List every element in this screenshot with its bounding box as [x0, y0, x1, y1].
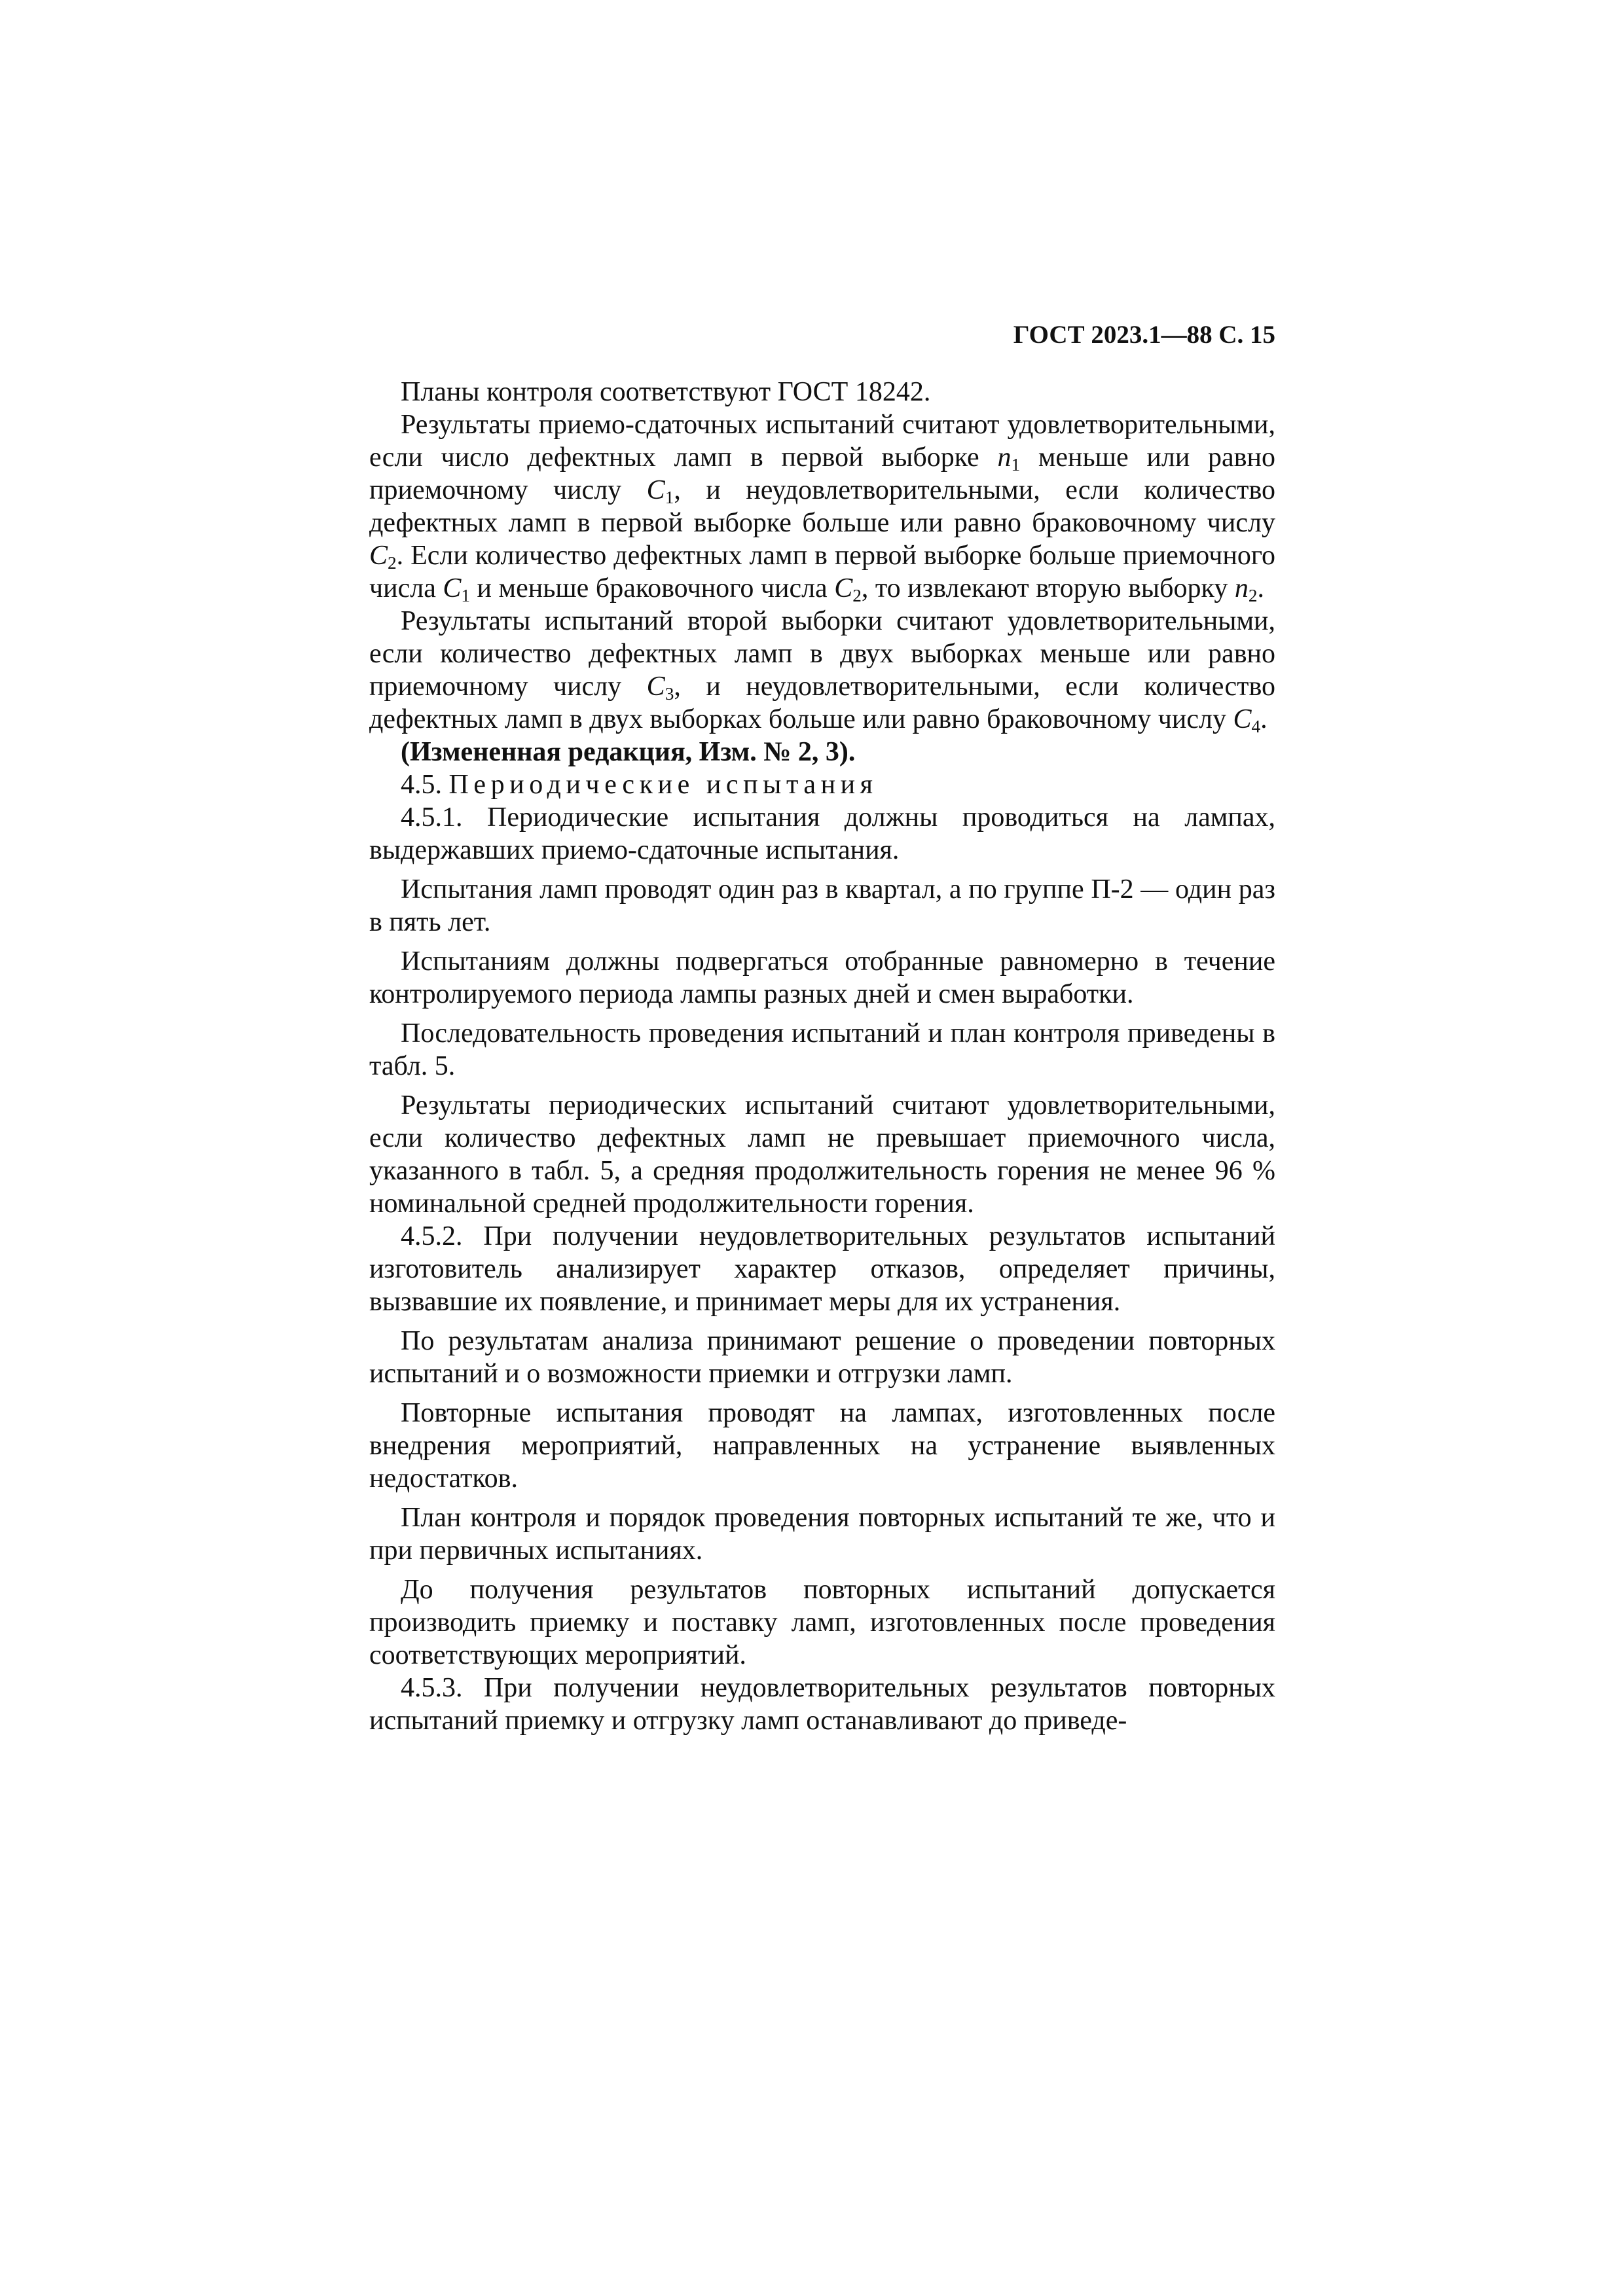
document-body [369, 376, 1275, 1737]
page-header: ГОСТ 2023.1—88 С. 15 [1013, 321, 1275, 349]
paragraph-analysis-decision: По результатам анализа принимают решение о проведении повторных испытаний и о возможности приемки и отгрузки ламп. [369, 1326, 1275, 1389]
text-run: . Если количество дефектных ламп в первой выборке больше приемочного числа [369, 541, 1275, 603]
math-var: $C_1$ [646, 475, 674, 507]
text-run: и меньше браковочного числа [470, 573, 835, 603]
amendment-note: (Измененная редакция, Изм. № 2, 3). [401, 737, 856, 767]
paragraph-acceptance-results [369, 408, 1275, 605]
math-var: $C_2$ [834, 573, 862, 605]
text-run: меньше или равно приемочному числу [369, 442, 1275, 505]
paragraph-repeat-tests: Повторные испытания проводят на лампах, изготовленных после внедрения мероприятий, направленных на устранение выявленных недостатков. [369, 1398, 1275, 1494]
section-number: 4.5. [401, 770, 442, 800]
paragraph-repeat-plan: План контроля и порядок проведения повторных испытаний те же, что и при первичных испытаниях. [369, 1503, 1275, 1566]
text-run: Результаты приемо-сдаточных испытаний считают удовлетворительными, если число дефектных ламп в первой выборке [369, 410, 1275, 473]
paragraph-interim-acceptance: До получения результатов повторных испытаний допускается производить приемку и поставку ламп, изготовленных после проведения соответствующих мероприятий. [369, 1575, 1275, 1670]
section-title: Периодические испытания [448, 770, 878, 800]
text-run: . [1257, 573, 1264, 603]
paragraph-control-plans: Планы контроля соответствуют ГОСТ 18242. [401, 377, 931, 407]
section-heading-4-5 [369, 768, 1275, 801]
paragraph-periodic-results: Результаты периодических испытаний считают удовлетворительными, если количество дефектных ламп не превышает приемочного числа, указанного в табл. 5, а средняя продолжительность горения не менее 96 % номинальной средней продолжительности горения. [369, 1090, 1275, 1219]
text-run: , то извлекают вторую выборку [861, 573, 1235, 603]
paragraph-test-sequence: Последовательность проведения испытаний и план контроля приведены в табл. 5. [369, 1018, 1275, 1081]
math-var: $n_2$ [1234, 573, 1258, 605]
paragraph-test-frequency: Испытания ламп проводят один раз в квартал, а по группе П-2 — один раз в пять лет. [369, 874, 1275, 937]
math-var: $C_4$ [1233, 704, 1261, 736]
text-run: . [1260, 704, 1267, 734]
paragraph-4-5-2: 4.5.2. При получении неудовлетворительных результатов испытаний изготовитель анализирует характер отказов, определяет причины, вызвавшие их появление, и принимает меры для их устранения. [369, 1221, 1275, 1317]
math-var: $n_1$ [997, 442, 1021, 475]
paragraph-4-5-1: 4.5.1. Периодические испытания должны проводиться на лампах, выдержавших приемо-сдаточные испытания. [369, 802, 1275, 865]
paragraph-4-5-3: 4.5.3. При получении неудовлетворительных результатов повторных испытаний приемку и отгрузку ламп останавливают до приведе- [369, 1673, 1275, 1736]
math-var: $C_1$ [443, 573, 471, 605]
paragraph-sample-selection: Испытаниям должны подвергаться отобранные равномерно в течение контролируемого периода лампы разных дней и смен выработки. [369, 946, 1275, 1009]
text-run: , и неудовлетворительными, если количество дефектных ламп в первой выборке больше или равно браковочному числу [369, 475, 1275, 538]
text-run: , и неудовлетворительными, если количество дефектных ламп в двух выборках больше или равно браковочному числу [369, 672, 1275, 734]
math-var: $C_3$ [646, 672, 674, 704]
math-var: $C_2$ [369, 541, 397, 573]
paragraph-second-sample [369, 605, 1275, 736]
text-run: Результаты испытаний второй выборки считают удовлетворительными, если количество дефектных ламп в двух выборках меньше или равно приемочному числу [369, 606, 1275, 702]
